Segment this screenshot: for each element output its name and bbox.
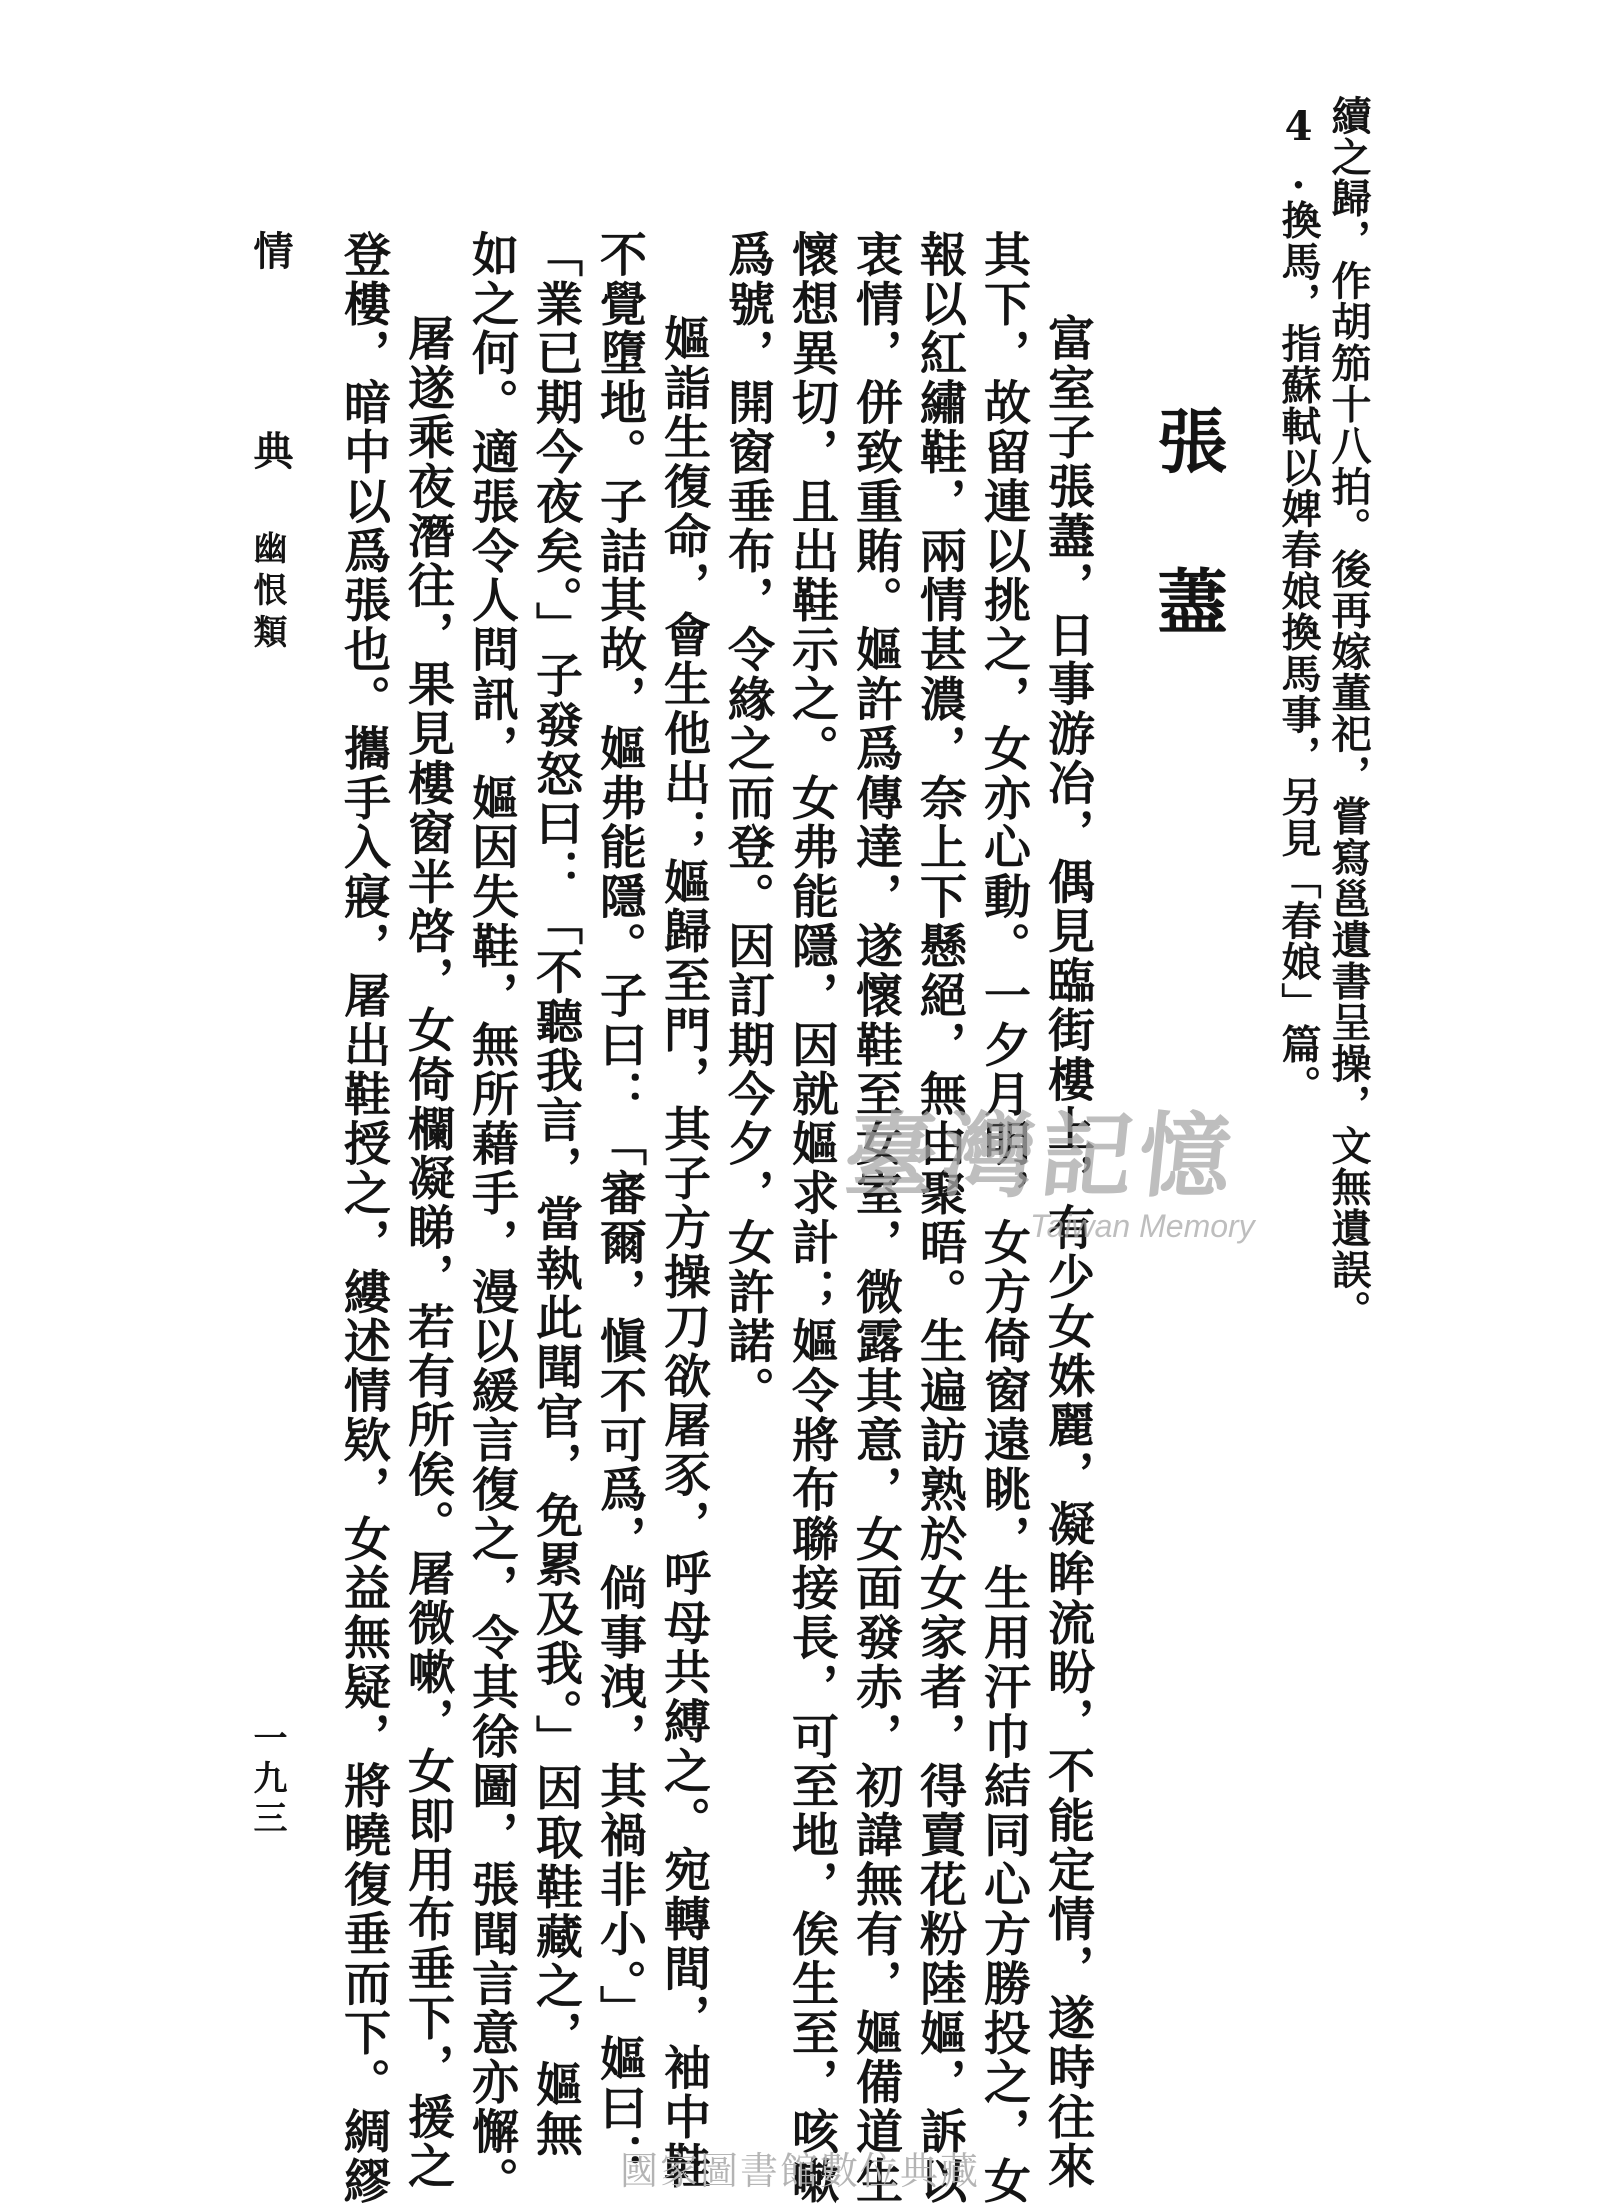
- watermark-sub: Taiwan Memory: [1030, 1208, 1255, 1244]
- note-line: 4.換馬，指蘇軾以婢春娘換馬事，另見「春娘」篇。: [1275, 103, 1322, 1106]
- body-line: 不覺墮地。子詰其故，嫗弗能隱。子曰：「審爾，愼不可爲，倘事洩，其禍非小。」嫗曰：: [592, 230, 647, 2183]
- body-line: 如之何。適張令人問訊，嫗因失鞋，無所藉手，漫以緩言復之，令其徐圖，張聞言意亦懈。: [464, 230, 519, 2206]
- body-line: 富室子張藎，日事游冶，偶見臨街樓上，有少女姝麗，凝眸流盼，不能定情，遂時往來: [1040, 314, 1095, 2192]
- page-number: 一九三: [247, 1720, 287, 1840]
- body-line: 衷情，併致重賄。嫗許爲傳達，遂懷鞋至女室，微露其意，女面發赤，初諱無有，嫗備道生: [848, 230, 903, 2206]
- watermark-main: 臺灣記憶: [839, 1102, 1243, 1210]
- library-watermark: 國家圖書館數位典藏: [619, 2149, 980, 2193]
- body-line: 登樓，暗中以爲張也。攜手入寢，屠出鞋授之，縷述情欵，女益無疑，將曉復垂而下。綢繆: [336, 230, 391, 2206]
- watermark-logo: [839, 1102, 1285, 1250]
- body-line: 「業已期今夜矣。」子發怒曰：「不聽我言，當執此聞官，免累及我。」因取鞋藏之，嫗無: [528, 230, 583, 2159]
- book-title: 情 典: [247, 230, 294, 530]
- body-line: 懷想異切，且出鞋示之。女弗能隱，因就嫗求計；嫗令將布聯接長，可至地，俟生至，咳嗽: [784, 230, 839, 2206]
- category-label: 幽恨類: [247, 530, 287, 656]
- note-line: 續之歸，作胡笳十八拍。後再嫁董祀，嘗寫邕遺書呈操，文無遺誤。: [1325, 95, 1372, 1331]
- body-line: 嫗詣生復命，會生他出；嫗歸至門，其子方操刀欲屠豕，呼母共縛之。宛轉間，袖中鞋: [656, 314, 711, 2192]
- body-line: 報以紅繡鞋，兩情甚濃，奈上下懸絕，無由聚晤。生遍訪熟於女家者，得賣花粉陸嫗，訴以: [912, 230, 967, 2206]
- body-line: 屠遂乘夜潛往，果見樓窗半啓，女倚欄凝睇，若有所俟。屠微嗽，女即用布垂下，援之: [400, 314, 455, 2192]
- chapter-title: 張藎: [1146, 405, 1229, 725]
- body-line: 其下，故留連以挑之，女亦心動。一夕月明，女方倚窗遠眺，生用汗巾結同心方勝投之，女: [976, 230, 1031, 2206]
- body-line: 爲號，開窗垂布，令緣之而登。因訂期今夕，女許諾。: [720, 230, 775, 1416]
